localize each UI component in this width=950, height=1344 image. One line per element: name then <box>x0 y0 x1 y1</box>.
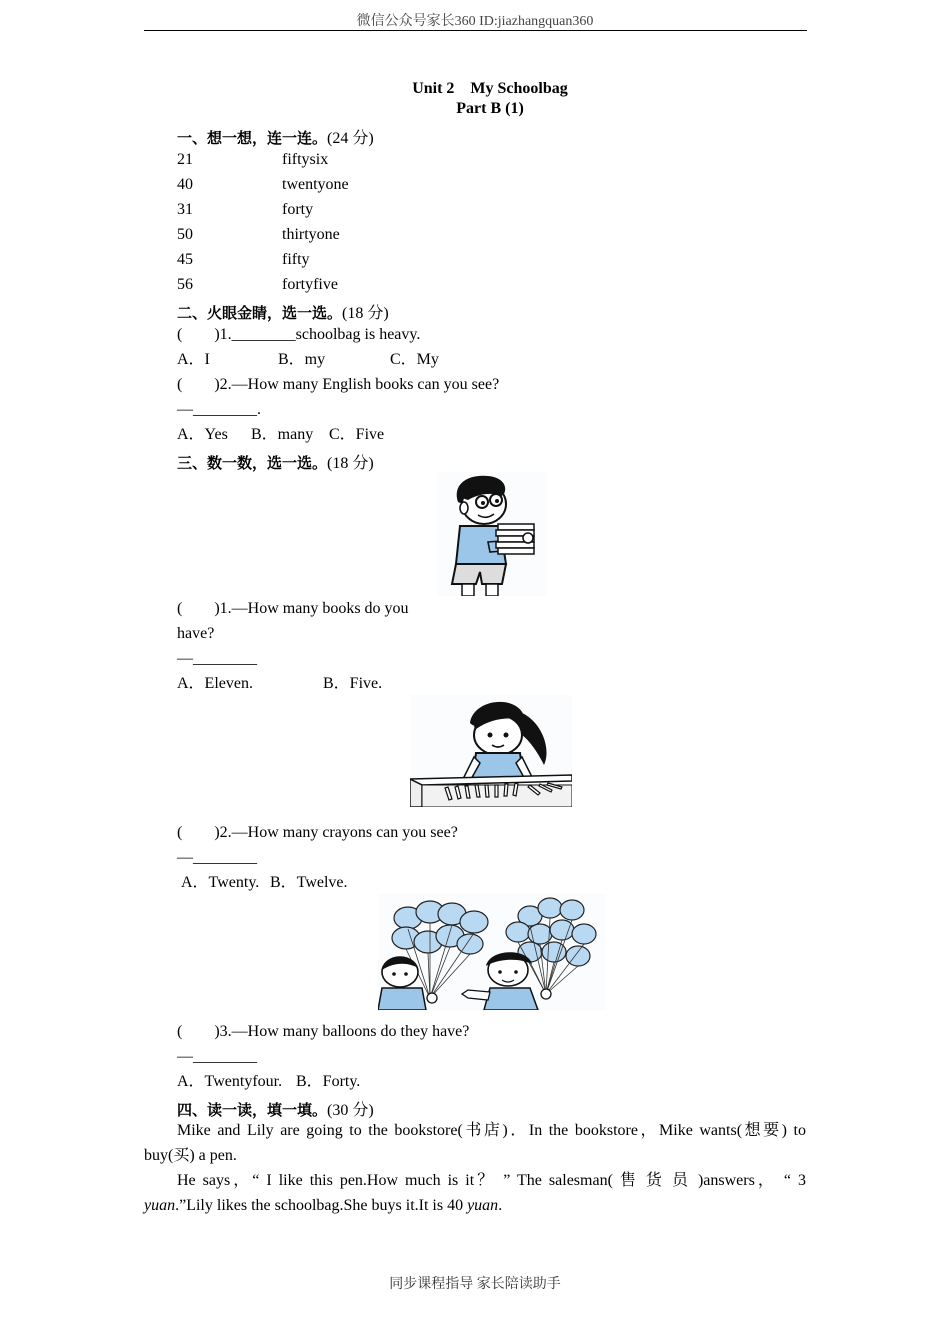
s2-q1-option-c: C．My <box>390 351 439 368</box>
s3-q1-stem-line1: ( )1.—How many books do you <box>177 600 409 617</box>
s2-q1-option-b: B．my <box>278 351 326 368</box>
part-title: Part B (1) <box>456 100 524 117</box>
passage-paragraph-1-line-2: buy(买) a pen. <box>144 1147 237 1164</box>
girls-with-balloons-image <box>378 894 606 1010</box>
s3-q2-option-a: A．Twenty. <box>181 874 260 891</box>
match-number: 50 <box>177 226 193 243</box>
match-word: thirtyone <box>282 226 340 243</box>
section-1-heading <box>177 125 374 148</box>
section-3-title: 三、数一数，选一选。 <box>177 454 328 472</box>
section-4-heading <box>177 1097 374 1120</box>
page-footer: 同步课程指导 家长陪读助手 <box>389 1277 561 1292</box>
s3-q3-stem: ( )3.—How many balloons do they have? <box>177 1023 470 1040</box>
match-number: 45 <box>177 251 193 268</box>
s2-q2-option-c: C．Five <box>329 426 385 443</box>
s3-q3-blank: —________ <box>177 1048 257 1065</box>
girl-with-crayons-image <box>410 695 572 807</box>
passage-text: .”Lily likes the schoolbag.She buys it.It is 40 <box>175 1197 468 1214</box>
yuan-word: yuan <box>467 1197 499 1214</box>
section-2-points: (18 分) <box>342 305 389 322</box>
s2-q2-option-b: B．many <box>251 426 314 443</box>
s2-q2-option-a: A．Yes <box>177 426 228 443</box>
section-2-heading <box>177 300 389 323</box>
match-word: fifty <box>282 251 310 268</box>
passage-text-end: . <box>498 1197 503 1214</box>
boy-holding-books-image <box>438 472 546 596</box>
match-number: 56 <box>177 276 193 293</box>
s3-q1-option-b: B．Five. <box>323 675 383 692</box>
unit-title: Unit 2 My Schoolbag <box>412 80 568 97</box>
s3-q2-blank: —________ <box>177 849 257 866</box>
s3-q1-blank: —________ <box>177 650 257 667</box>
match-word: forty <box>282 201 314 218</box>
s2-q2-blank: —________. <box>177 401 261 418</box>
s3-q2-option-b: B．Twelve. <box>270 874 348 891</box>
header-rule <box>144 30 807 31</box>
match-number: 31 <box>177 201 193 218</box>
match-number: 21 <box>177 151 193 168</box>
match-word: twentyone <box>282 176 349 193</box>
passage-paragraph-2-line-1: He says，“ I like this pen.How much is it？ ” The salesman( 售 货 员 )answers， “ 3 <box>177 1172 806 1189</box>
passage-paragraph-1-line-1: Mike and Lily are going to the bookstore(书店)．In the bookstore，Mike wants(想要) to <box>177 1122 806 1139</box>
section-3-points: (18 分) <box>327 455 374 472</box>
section-3-heading <box>177 450 374 473</box>
s3-q1-option-a: A．Eleven. <box>177 675 253 692</box>
section-2-title: 二、火眼金睛，选一选。 <box>177 304 343 322</box>
s3-q3-option-b: B．Forty. <box>296 1073 361 1090</box>
match-word: fiftysix <box>282 151 329 168</box>
match-number: 40 <box>177 176 193 193</box>
s2-q1-stem: ( )1.________schoolbag is heavy. <box>177 326 421 343</box>
s3-q3-option-a: A．Twentyfour. <box>177 1073 283 1090</box>
section-1-title: 一、想一想，连一连。 <box>177 129 328 147</box>
match-word: fortyfive <box>282 276 338 293</box>
yuan-word: yuan <box>144 1197 176 1214</box>
section-1-points: (24 分) <box>327 130 374 147</box>
s3-q2-stem: ( )2.—How many crayons can you see? <box>177 824 458 841</box>
section-4-title: 四、读一读，填一填。 <box>177 1101 328 1119</box>
s2-q1-option-a: A．I <box>177 351 210 368</box>
page-header: 微信公众号家长360 ID:jiazhangquan360 <box>356 14 594 29</box>
passage-paragraph-2-line-2 <box>144 1193 806 1218</box>
s2-q2-stem: ( )2.—How many English books can you see? <box>177 376 500 393</box>
s3-q1-stem-line2: have? <box>177 625 215 642</box>
section-4-points: (30 分) <box>327 1102 374 1119</box>
